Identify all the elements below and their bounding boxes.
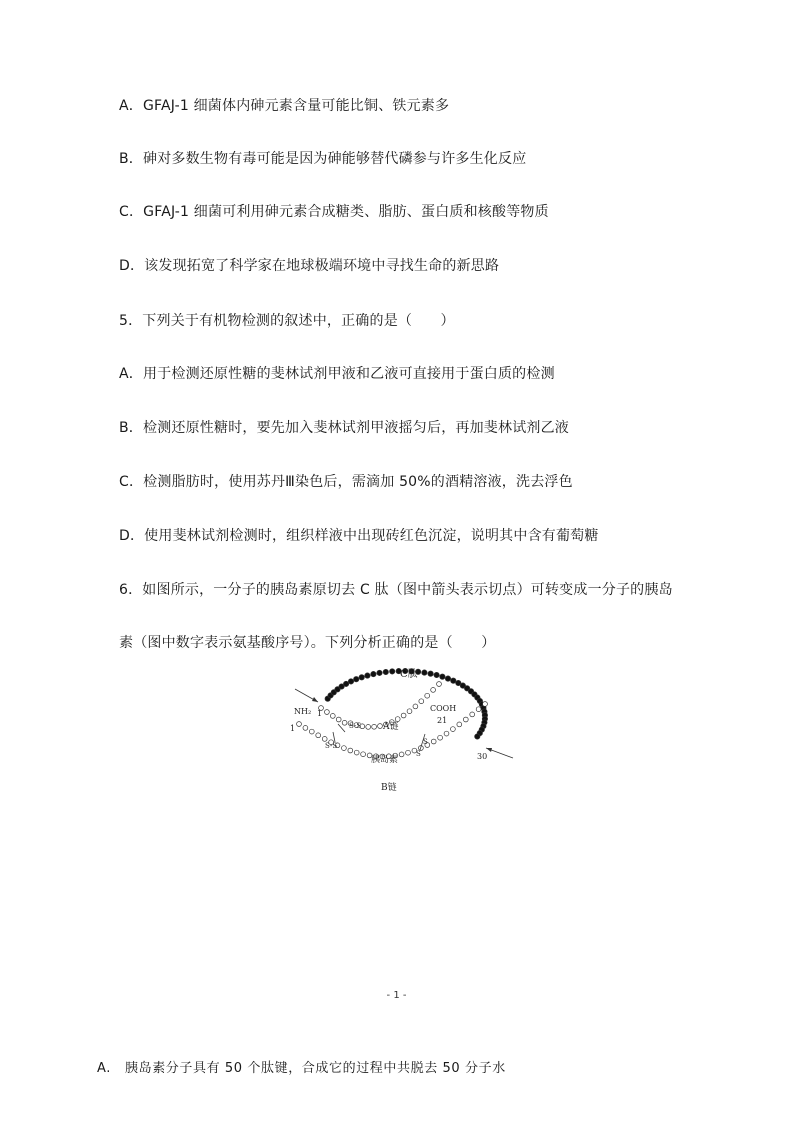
option-4d: D．该发现拓宽了科学家在地球极端环境中寻找生命的新思路 <box>119 258 500 274</box>
a-chain-bead <box>431 688 436 693</box>
b-chain-bead <box>438 735 443 740</box>
b-chain-bead <box>348 748 353 753</box>
proinsulin-diagram <box>285 662 520 802</box>
b-chain-bead <box>444 731 449 736</box>
c-peptide-bead <box>371 671 376 676</box>
cut-arrow-left-head <box>312 697 318 702</box>
c-peptide-bead <box>365 673 370 678</box>
a-chain-bead <box>342 720 347 725</box>
insulin-label: 胰岛素 <box>371 755 399 765</box>
option-5c: C．检测脂肪时，使用苏丹Ⅲ染色后，需滴加 50%的酒精溶液，洗去浮色 <box>119 474 573 490</box>
c-peptide-label: C肽 <box>400 669 418 680</box>
b-chain-bead <box>354 750 359 755</box>
c-peptide-bead <box>422 670 427 675</box>
a-chain-bead <box>372 724 377 729</box>
cooh-label: COOH <box>430 704 457 713</box>
c-peptide-bead <box>434 672 439 677</box>
a-chain-bead <box>437 682 442 687</box>
b-chain-bead <box>399 752 404 757</box>
c-peptide-bead <box>428 671 433 676</box>
option-4a: A．GFAJ-1 细菌体内砷元素含量可能比铜、铁元素多 <box>119 98 450 114</box>
option-5d: D．使用斐林试剂检测时，组织样液中出现砖红色沉淀，说明其中含有葡萄糖 <box>119 528 599 544</box>
option-4b: B．砷对多数生物有毒可能是因为砷能够替代磷参与许多生化反应 <box>119 151 527 167</box>
residue-30-label: 30 <box>477 752 488 761</box>
option-4c: C．GFAJ-1 细菌可利用砷元素合成糖类、脂肪、蛋白质和核酸等物质 <box>119 204 549 220</box>
c-peptide-bead <box>343 681 348 686</box>
c-peptide-bead <box>377 670 382 675</box>
b-chain-bead <box>451 727 456 732</box>
c-peptide-bead <box>475 734 480 739</box>
disulfide-label-2: S-S <box>325 742 338 750</box>
b-chain-bead <box>322 737 327 742</box>
page-number: - 1 - <box>386 990 407 1001</box>
disulfide-label-1: S-S <box>349 722 362 730</box>
c-peptide-bead <box>348 679 353 684</box>
question-6-stem-line2: 素（图中数字表示氨基酸序号）。下列分析正确的是（ ） <box>119 635 496 651</box>
option-text: 胰岛素分子具有 50 个肽键，合成它的过程中共脱去 50 分子水 <box>125 1061 506 1076</box>
b-chain-bead <box>316 733 321 738</box>
a-chain-bead <box>419 699 424 704</box>
a-chain-bead <box>407 709 412 714</box>
a-chain-label: A链 <box>383 722 399 732</box>
c-peptide-bead <box>359 675 364 680</box>
c-peptide-bead <box>383 669 388 674</box>
c-peptide-bead <box>354 677 359 682</box>
sulfur-label-top: S <box>423 738 428 746</box>
a-chain-bead <box>413 704 418 709</box>
a-chain-bead <box>401 713 406 718</box>
residue-1-a-label: 1 <box>317 709 323 718</box>
b-chain-bead <box>309 729 314 734</box>
a-chain-bead <box>378 724 383 729</box>
option-5a: A．用于检测还原性糖的斐林试剂甲液和乙液可直接用于蛋白质的检测 <box>119 366 555 382</box>
question-6-option-a <box>97 1059 506 1079</box>
option-label: A. <box>97 1061 111 1076</box>
b-chain-label: B链 <box>381 783 397 793</box>
nh2-label: NH₂ <box>294 707 312 716</box>
residue-21-label: 21 <box>437 716 448 725</box>
b-chain-bead <box>457 722 462 727</box>
question-6-stem-line1: 6．如图所示，一分子的胰岛素原切去 C 肽（图中箭头表示切点）可转变成一分子的胰岛 <box>119 582 673 598</box>
c-peptide-bead <box>451 678 456 683</box>
a-chain-bead <box>325 710 330 715</box>
sulfur-label-bottom: S <box>416 750 421 758</box>
a-chain-bead <box>395 717 400 722</box>
b-chain-bead <box>431 739 436 744</box>
b-chain-bead <box>406 750 411 755</box>
a-chain-bead <box>330 714 335 719</box>
b-chain-bead <box>297 722 302 727</box>
option-5b: B．检测还原性糖时，要先加入斐林试剂甲液摇匀后，再加斐林试剂乙液 <box>119 420 570 436</box>
b-chain-bead <box>476 707 481 712</box>
b-chain-bead <box>303 726 308 731</box>
disulfide-bond-2 <box>333 732 335 742</box>
b-chain-bead <box>342 746 347 751</box>
a-chain-bead <box>336 717 341 722</box>
c-peptide-bead <box>440 674 445 679</box>
residue-1-b-label: 1 <box>290 724 296 733</box>
c-peptide-bead <box>390 669 395 674</box>
b-chain-bead <box>470 712 475 717</box>
a-chain-bead <box>425 693 430 698</box>
c-peptide-bead <box>445 676 450 681</box>
proinsulin-diagram-svg <box>285 662 520 802</box>
b-chain-bead <box>483 702 488 707</box>
a-chain-bead <box>366 725 371 730</box>
b-chain-bead <box>463 717 468 722</box>
question-5-stem: 5．下列关于有机物检测的叙述中，正确的是（ ） <box>119 313 455 329</box>
b-chain-bead <box>361 752 366 757</box>
